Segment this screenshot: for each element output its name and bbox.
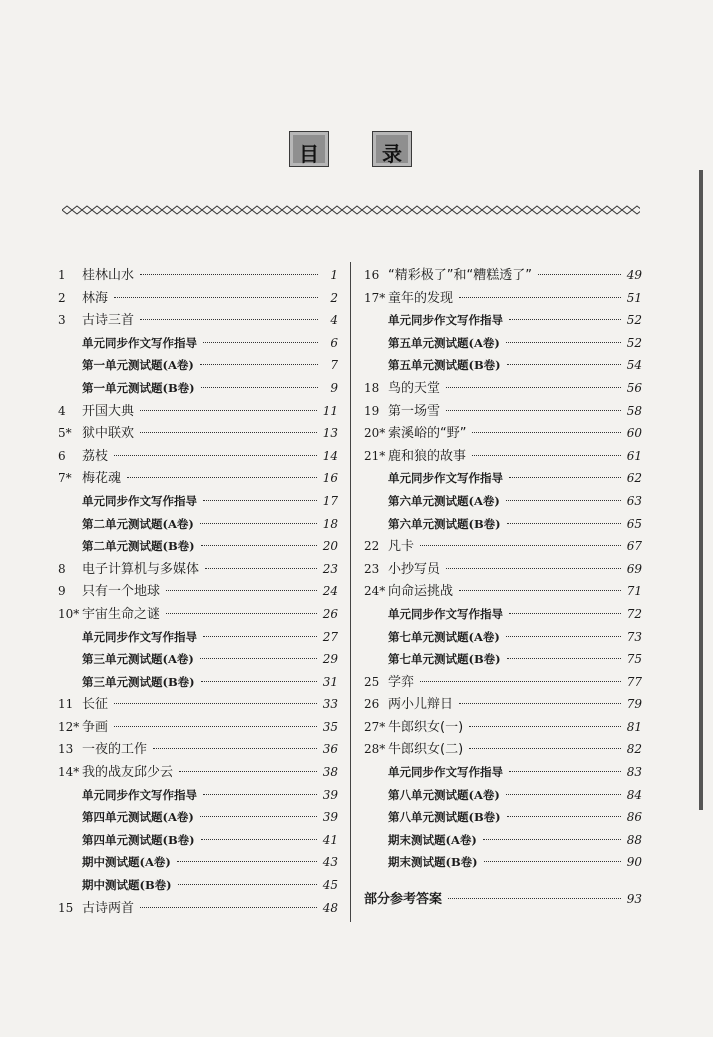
toc-entry-number: 28* bbox=[364, 742, 386, 757]
dot-leader bbox=[509, 771, 621, 772]
toc-entry-title: 荔枝 bbox=[82, 448, 109, 464]
toc-entry-page: 2 bbox=[330, 290, 338, 305]
toc-entry-page: 7 bbox=[330, 358, 338, 373]
dot-leader bbox=[509, 477, 621, 478]
dot-leader bbox=[177, 861, 317, 862]
toc-entry-page: 11 bbox=[322, 403, 338, 418]
toc-entry-page: 24 bbox=[322, 584, 338, 599]
toc-entry-page: 33 bbox=[322, 697, 338, 712]
toc-entry-title: 开国大典 bbox=[82, 403, 135, 419]
toc-entry-title: 电子计算机与多媒体 bbox=[82, 561, 200, 577]
toc-entry-number: 8 bbox=[58, 561, 66, 576]
toc-entry-page: 81 bbox=[626, 719, 642, 734]
page-edge-shadow bbox=[699, 170, 703, 810]
toc-entry[interactable] bbox=[364, 535, 642, 558]
toc-entry[interactable] bbox=[364, 467, 642, 490]
toc-entry-title: 第八单元测试题(A卷) bbox=[388, 787, 500, 802]
toc-entry-number: 1 bbox=[58, 268, 66, 282]
toc-entry[interactable] bbox=[58, 490, 338, 513]
toc-entry-title: 古诗三首 bbox=[82, 313, 135, 329]
dot-leader bbox=[459, 590, 621, 591]
toc-entry[interactable] bbox=[58, 806, 338, 829]
toc-entry-title: 第四单元测试题(A卷) bbox=[82, 810, 194, 825]
toc-entry-title: 牛郎织女(二) bbox=[388, 742, 464, 758]
dot-leader bbox=[140, 274, 318, 275]
toc-entry[interactable] bbox=[58, 784, 338, 807]
dot-leader bbox=[166, 613, 317, 614]
toc-entry-number: 21* bbox=[364, 448, 386, 463]
decorative-border bbox=[62, 205, 640, 215]
toc-entry-page: 77 bbox=[626, 674, 642, 689]
dot-leader bbox=[509, 319, 621, 320]
toc-entry-page: 60 bbox=[626, 426, 642, 441]
toc-entry-title: 争画 bbox=[82, 719, 109, 735]
toc-entry-title: 第一单元测试题(B卷) bbox=[82, 380, 195, 395]
toc-entry[interactable] bbox=[58, 626, 338, 649]
toc-entry[interactable] bbox=[364, 332, 642, 355]
toc-entry-page: 29 bbox=[322, 652, 338, 667]
toc-entry[interactable] bbox=[58, 332, 338, 355]
toc-entry-page: 43 bbox=[322, 855, 338, 870]
toc-entry-page: 26 bbox=[322, 606, 338, 621]
toc-entry-page: 86 bbox=[626, 810, 642, 825]
toc-entry-title: 第五单元测试题(A卷) bbox=[388, 335, 500, 350]
toc-entry-page: 13 bbox=[322, 426, 338, 441]
dot-leader bbox=[484, 861, 621, 862]
dot-leader bbox=[201, 681, 317, 682]
toc-entry-number: 27* bbox=[364, 719, 386, 734]
toc-entry-page: 69 bbox=[626, 561, 642, 576]
toc-entry-title: 牛郎织女(一) bbox=[388, 719, 464, 735]
toc-entry-number: 9 bbox=[58, 584, 66, 599]
toc-entry-title: 索溪峪的“野” bbox=[388, 426, 467, 442]
toc-entry-title: 我的战友邱少云 bbox=[82, 765, 174, 781]
toc-entry[interactable] bbox=[364, 264, 642, 287]
toc-entry-title: 单元同步作文写作指导 bbox=[388, 765, 503, 780]
toc-entry-title: 向命运挑战 bbox=[388, 584, 454, 600]
toc-entry-number: 11 bbox=[58, 697, 74, 712]
dot-leader bbox=[201, 387, 318, 388]
toc-entry-page: 14 bbox=[322, 448, 338, 463]
dot-leader bbox=[459, 297, 621, 298]
toc-entry-title: 第六单元测试题(B卷) bbox=[388, 516, 501, 531]
toc-entry-title: 期末测试题(B卷) bbox=[388, 855, 478, 870]
toc-entry-page: 73 bbox=[626, 629, 642, 644]
toc-entry-title: 第三单元测试题(A卷) bbox=[82, 652, 194, 667]
dot-leader bbox=[114, 455, 317, 456]
toc-entry[interactable] bbox=[364, 806, 642, 829]
toc-entry[interactable] bbox=[364, 309, 642, 332]
dot-leader bbox=[166, 590, 317, 591]
dot-leader bbox=[200, 658, 317, 659]
dot-leader bbox=[203, 342, 318, 343]
toc-entry[interactable] bbox=[364, 693, 642, 716]
dot-leader bbox=[420, 545, 621, 546]
toc-entry-page: 79 bbox=[626, 697, 642, 712]
heading-char-lu: 录 bbox=[382, 142, 402, 166]
toc-entry-title: 古诗两首 bbox=[82, 900, 135, 916]
toc-entry-page: 75 bbox=[626, 652, 642, 667]
toc-entry-number: 3 bbox=[58, 313, 66, 328]
heading-box-mu bbox=[289, 131, 329, 167]
toc-entry[interactable] bbox=[58, 761, 338, 784]
dot-leader bbox=[448, 898, 621, 899]
toc-entry-title: 单元同步作文写作指导 bbox=[388, 471, 503, 486]
toc-entry-page: 35 bbox=[322, 719, 338, 734]
toc-entry[interactable] bbox=[58, 377, 338, 400]
dot-leader bbox=[140, 432, 317, 433]
dot-leader bbox=[507, 816, 621, 817]
toc-entry-page: 41 bbox=[322, 832, 338, 847]
toc-entry-page: 38 bbox=[322, 765, 338, 780]
toc-entry[interactable] bbox=[364, 738, 642, 761]
heading-box-lu bbox=[372, 131, 412, 167]
toc-entry[interactable] bbox=[58, 693, 338, 716]
toc-entry-title: 两小儿辩日 bbox=[388, 697, 454, 713]
dot-leader bbox=[507, 523, 621, 524]
toc-entry-number: 15 bbox=[58, 900, 74, 915]
toc-entry-title: 单元同步作文写作指导 bbox=[82, 629, 197, 644]
dot-leader bbox=[506, 794, 621, 795]
dot-leader bbox=[200, 816, 317, 817]
answers-page: 93 bbox=[626, 892, 642, 907]
toc-entry[interactable] bbox=[364, 761, 642, 784]
toc-entry-title: 单元同步作文写作指导 bbox=[82, 787, 197, 802]
toc-entry[interactable] bbox=[58, 422, 338, 445]
toc-entry[interactable] bbox=[364, 829, 642, 852]
dot-leader bbox=[509, 613, 621, 614]
toc-entry-title: 第三单元测试题(B卷) bbox=[82, 674, 195, 689]
toc-entry-title: 童年的发现 bbox=[388, 290, 454, 306]
toc-entry-number: 14* bbox=[58, 765, 80, 780]
toc-entry-page: 65 bbox=[626, 516, 642, 531]
dot-leader bbox=[178, 884, 317, 885]
toc-entry-page: 52 bbox=[626, 313, 642, 328]
toc-entry-title: 一夜的工作 bbox=[82, 742, 148, 758]
dot-leader bbox=[205, 568, 317, 569]
dot-leader bbox=[459, 703, 621, 704]
toc-entry-page: 45 bbox=[322, 878, 338, 893]
toc-entry[interactable] bbox=[364, 671, 642, 694]
toc-entry-title: 狱中联欢 bbox=[82, 426, 135, 442]
toc-entry-page: 67 bbox=[626, 539, 642, 554]
toc-entry-page: 90 bbox=[626, 855, 642, 870]
toc-entry-page: 82 bbox=[626, 742, 642, 757]
toc-entry[interactable] bbox=[58, 851, 338, 874]
toc-entry[interactable] bbox=[364, 648, 642, 671]
toc-entry-page: 36 bbox=[322, 742, 338, 757]
dot-leader bbox=[446, 387, 621, 388]
toc-entry-page: 51 bbox=[626, 290, 642, 305]
toc-entry[interactable] bbox=[58, 603, 338, 626]
toc-entry-number: 5* bbox=[58, 426, 72, 441]
toc-entry-page: 4 bbox=[330, 313, 338, 328]
toc-entry-page: 58 bbox=[626, 403, 642, 418]
toc-entry-title: 长征 bbox=[82, 697, 109, 713]
toc-entry-title: 第七单元测试题(A卷) bbox=[388, 629, 500, 644]
toc-entry-number: 24* bbox=[364, 584, 386, 599]
toc-entry[interactable] bbox=[364, 513, 642, 536]
toc-entry-number: 10* bbox=[58, 606, 80, 621]
toc-entry-title: 第五单元测试题(B卷) bbox=[388, 358, 501, 373]
dot-leader bbox=[483, 839, 621, 840]
toc-entry[interactable] bbox=[364, 400, 642, 423]
dot-leader bbox=[506, 500, 621, 501]
toc-entry[interactable] bbox=[364, 422, 642, 445]
toc-entry-page: 48 bbox=[322, 900, 338, 915]
toc-entry[interactable] bbox=[58, 580, 338, 603]
toc-entry[interactable] bbox=[58, 558, 338, 581]
toc-entry-page: 63 bbox=[626, 493, 642, 508]
dot-leader bbox=[203, 794, 317, 795]
toc-entry-page: 49 bbox=[626, 268, 642, 282]
toc-entry[interactable] bbox=[364, 603, 642, 626]
toc-entry-page: 61 bbox=[626, 448, 642, 463]
toc-entry-page: 72 bbox=[626, 606, 642, 621]
toc-entry[interactable] bbox=[58, 467, 338, 490]
toc-entry-title: 只有一个地球 bbox=[82, 584, 161, 600]
toc-entry-page: 84 bbox=[626, 787, 642, 802]
dot-leader bbox=[469, 726, 621, 727]
dot-leader bbox=[201, 545, 317, 546]
toc-entry-number: 6 bbox=[58, 448, 66, 463]
toc-entry-number: 20* bbox=[364, 426, 386, 441]
toc-entry-page: 39 bbox=[322, 810, 338, 825]
toc-entry-page: 71 bbox=[626, 584, 642, 599]
toc-entry[interactable] bbox=[364, 626, 642, 649]
toc-entry-title: 梅花魂 bbox=[82, 471, 122, 487]
dot-leader bbox=[200, 523, 317, 524]
toc-entry[interactable] bbox=[364, 851, 642, 874]
toc-entry-title: 第二单元测试题(B卷) bbox=[82, 539, 195, 554]
toc-entry[interactable] bbox=[58, 287, 338, 310]
toc-entry-title: 期中测试题(B卷) bbox=[82, 878, 172, 893]
toc-entry[interactable] bbox=[58, 309, 338, 332]
dot-leader bbox=[114, 726, 317, 727]
toc-entry-page: 18 bbox=[322, 516, 338, 531]
toc-entry-page: 31 bbox=[322, 674, 338, 689]
toc-entry[interactable] bbox=[364, 287, 642, 310]
toc-entry[interactable] bbox=[364, 580, 642, 603]
dot-leader bbox=[469, 748, 621, 749]
toc-entry-page: 62 bbox=[626, 471, 642, 486]
toc-entry-title: 鹿和狼的故事 bbox=[388, 448, 467, 464]
toc-entry-page: 16 bbox=[322, 471, 338, 486]
dot-leader bbox=[140, 410, 317, 411]
toc-entry-page: 20 bbox=[322, 539, 338, 554]
dot-leader bbox=[140, 907, 317, 908]
toc-entry[interactable] bbox=[364, 445, 642, 468]
toc-right-column bbox=[364, 264, 642, 911]
toc-entry-title: 单元同步作文写作指导 bbox=[388, 313, 503, 328]
toc-entry-page: 52 bbox=[626, 335, 642, 350]
dot-leader bbox=[153, 748, 317, 749]
toc-entry-title: 林海 bbox=[82, 290, 109, 306]
toc-entry-number: 19 bbox=[364, 403, 380, 418]
toc-entry-page: 54 bbox=[626, 358, 642, 373]
heading-char-mu: 目 bbox=[299, 142, 319, 166]
dot-leader bbox=[201, 839, 317, 840]
toc-entry[interactable] bbox=[58, 535, 338, 558]
toc-entry[interactable] bbox=[364, 377, 642, 400]
dot-leader bbox=[472, 455, 621, 456]
dot-leader bbox=[420, 681, 621, 682]
toc-entry-page: 9 bbox=[330, 380, 338, 395]
toc-entry[interactable] bbox=[58, 874, 338, 897]
toc-entry-title: 学弈 bbox=[388, 674, 415, 690]
toc-entry-page: 23 bbox=[322, 561, 338, 576]
toc-entry-title: 单元同步作文写作指导 bbox=[82, 335, 197, 350]
dot-leader bbox=[538, 274, 621, 275]
toc-entry[interactable] bbox=[58, 738, 338, 761]
toc-entry-number: 7* bbox=[58, 471, 72, 486]
toc-entry[interactable] bbox=[58, 671, 338, 694]
column-divider bbox=[350, 262, 351, 922]
dot-leader bbox=[140, 319, 318, 320]
toc-entry-number: 13 bbox=[58, 742, 74, 757]
toc-entry-title: 第一场雪 bbox=[388, 403, 441, 419]
toc-entry-number: 4 bbox=[58, 403, 66, 418]
toc-entry-title: 桂林山水 bbox=[82, 268, 135, 283]
dot-leader bbox=[114, 297, 318, 298]
dot-leader bbox=[203, 500, 317, 501]
toc-entry-page: 27 bbox=[322, 629, 338, 644]
toc-entry-page: 83 bbox=[626, 765, 642, 780]
toc-entry[interactable] bbox=[58, 445, 338, 468]
toc-entry[interactable] bbox=[364, 784, 642, 807]
toc-entry-title: 第七单元测试题(B卷) bbox=[388, 652, 501, 667]
dot-leader bbox=[507, 658, 621, 659]
toc-entry-title: 第六单元测试题(A卷) bbox=[388, 493, 500, 508]
toc-entry[interactable] bbox=[58, 829, 338, 852]
toc-entry-number: 16 bbox=[364, 268, 380, 282]
toc-entry-number: 12* bbox=[58, 719, 80, 734]
toc-entry[interactable] bbox=[364, 716, 642, 739]
toc-entry-title: 第二单元测试题(A卷) bbox=[82, 516, 194, 531]
dot-leader bbox=[446, 410, 621, 411]
toc-entry-page: 56 bbox=[626, 380, 642, 395]
toc-entry-answers[interactable] bbox=[364, 888, 642, 911]
dot-leader bbox=[127, 477, 317, 478]
toc-entry-title: 单元同步作文写作指导 bbox=[388, 606, 503, 621]
toc-entry-number: 23 bbox=[364, 561, 380, 576]
toc-entry[interactable] bbox=[58, 354, 338, 377]
toc-entry-title: 第一单元测试题(A卷) bbox=[82, 358, 194, 373]
toc-entry-title: 第八单元测试题(B卷) bbox=[388, 810, 501, 825]
dot-leader bbox=[507, 364, 621, 365]
toc-entry-title: 鸟的天堂 bbox=[388, 380, 441, 396]
toc-entry-title: 小抄写员 bbox=[388, 561, 441, 577]
toc-entry-page: 6 bbox=[330, 335, 338, 350]
toc-entry-number: 22 bbox=[364, 539, 380, 554]
toc-entry-title: 凡卡 bbox=[388, 539, 415, 555]
toc-entry[interactable] bbox=[58, 264, 338, 287]
toc-entry[interactable] bbox=[364, 354, 642, 377]
toc-entry-title: “精彩极了”和“糟糕透了” bbox=[388, 268, 532, 283]
toc-entry[interactable] bbox=[58, 648, 338, 671]
dot-leader bbox=[203, 636, 317, 637]
toc-entry-number: 2 bbox=[58, 290, 66, 305]
toc-entry[interactable] bbox=[58, 400, 338, 423]
toc-entry-title: 第四单元测试题(B卷) bbox=[82, 832, 195, 847]
toc-entry-number: 25 bbox=[364, 674, 380, 689]
answers-title: 部分参考答案 bbox=[364, 892, 443, 908]
toc-entry-page: 17 bbox=[322, 493, 338, 508]
toc-entry-title: 期中测试题(A卷) bbox=[82, 855, 171, 870]
toc-entry[interactable] bbox=[58, 897, 338, 920]
toc-entry-page: 39 bbox=[322, 787, 338, 802]
dot-leader bbox=[179, 771, 317, 772]
toc-left-column bbox=[58, 264, 338, 919]
toc-entry-number: 17* bbox=[364, 290, 386, 305]
toc-entry-page: 88 bbox=[626, 832, 642, 847]
toc-entry[interactable] bbox=[58, 716, 338, 739]
toc-entry-page: 1 bbox=[330, 268, 338, 282]
toc-entry-title: 单元同步作文写作指导 bbox=[82, 493, 197, 508]
toc-entry-title: 宇宙生命之谜 bbox=[82, 606, 161, 622]
toc-entry-number: 26 bbox=[364, 697, 380, 712]
dot-leader bbox=[114, 703, 317, 704]
toc-entry[interactable] bbox=[364, 558, 642, 581]
dot-leader bbox=[472, 432, 620, 433]
toc-entry[interactable] bbox=[364, 490, 642, 513]
toc-entry-title: 期末测试题(A卷) bbox=[388, 832, 477, 847]
dot-leader bbox=[446, 568, 621, 569]
toc-entry-number: 18 bbox=[364, 380, 380, 395]
dot-leader bbox=[506, 636, 621, 637]
toc-entry[interactable] bbox=[58, 513, 338, 536]
dot-leader bbox=[200, 364, 318, 365]
dot-leader bbox=[506, 342, 621, 343]
